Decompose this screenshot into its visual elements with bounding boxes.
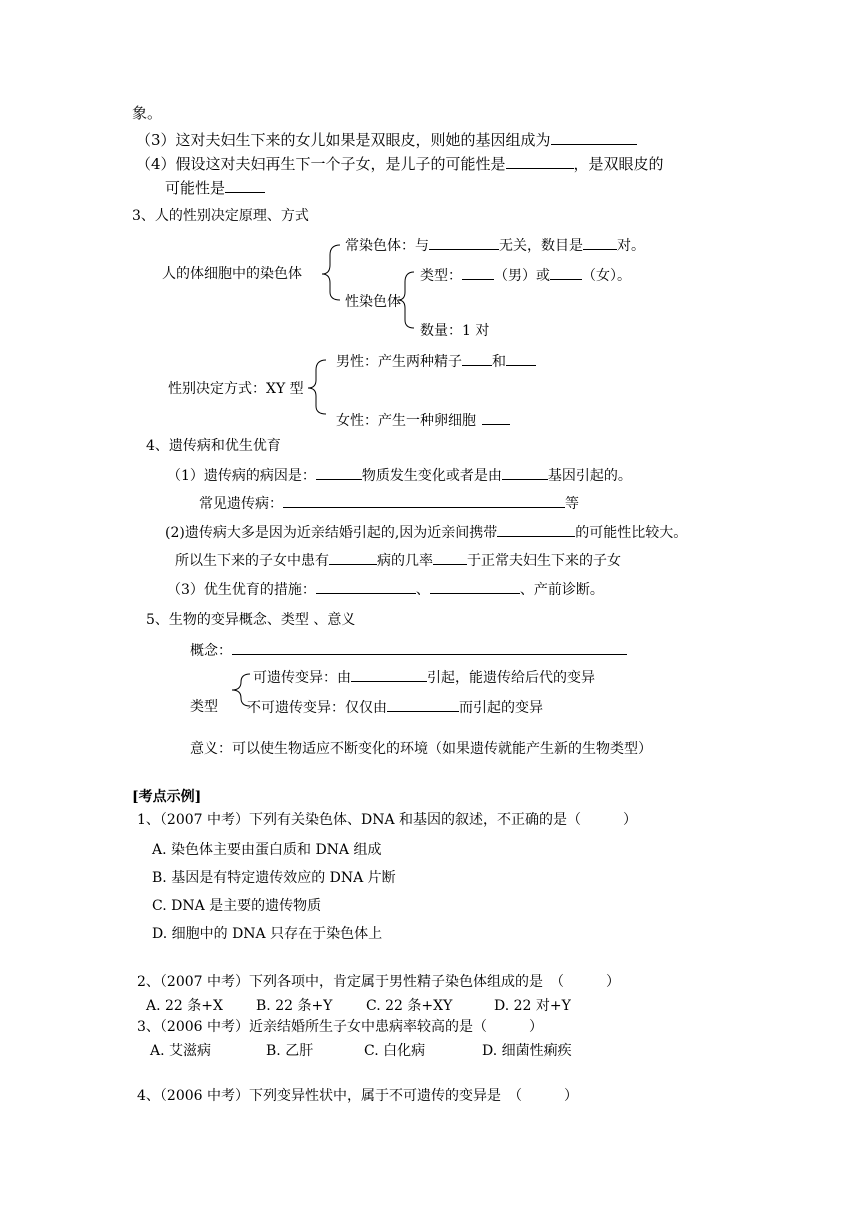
example-2-option-c[interactable]: C. 22 条+XY (366, 998, 453, 1014)
blank[interactable] (433, 551, 467, 565)
blank[interactable] (482, 411, 510, 425)
section-4-heading: 4、遗传病和优生优育 (146, 438, 281, 454)
examples-heading: [考点示例] (132, 789, 202, 805)
brace-chromosome (322, 245, 340, 300)
blank[interactable] (502, 466, 548, 480)
sex-chrom-type-line (420, 266, 631, 285)
cause-text-c: 基因引起的。 (547, 468, 632, 484)
blank[interactable] (232, 641, 627, 655)
example-3-option-a[interactable]: A. 艾滋病 (150, 1043, 212, 1059)
blank[interactable] (550, 266, 582, 280)
question-4-text-line2: 可能性是 (165, 179, 226, 197)
example-4-question: 4、（2006 中考）下列变异性状中，属于不可遗传的变异是 （ ） (137, 1088, 578, 1104)
common-disease-text-b: 等 (565, 496, 579, 512)
cause-text-b: 物质发生变化或者是由 (361, 468, 502, 484)
example-3-option-b[interactable]: B. 乙肝 (266, 1043, 314, 1059)
example-1-option-d[interactable]: D. 细胞中的 DNA 只存在于染色体上 (152, 926, 383, 942)
consanguinity-text-d: 病的几率 (377, 553, 433, 569)
cause-line (167, 466, 632, 485)
example-1-option-a[interactable]: A. 染色体主要由蛋白质和 DNA 组成 (152, 842, 382, 858)
example-1-question: 1、（2007 中考）下列有关染色体、DNA 和基因的叙述，不正确的是（ ） (137, 812, 638, 828)
eugenics-text-c: 、产前诊断。 (519, 582, 604, 598)
female-line (336, 411, 510, 430)
blank[interactable] (316, 580, 416, 594)
consanguinity-text: (2)遗传病大多是因为近亲结婚引起的,因为近亲间携带 (165, 525, 498, 541)
question-4-text: （4）假设这对夫妇再生下一个子女，是儿子的可能性是 (136, 155, 506, 173)
section-5-heading: 5、生物的变异概念、类型 、意义 (146, 612, 356, 628)
blank[interactable] (506, 352, 536, 366)
common-disease-text: 常见遗传病： (199, 496, 283, 512)
variation-type-label: 类型 (190, 699, 218, 715)
blank[interactable] (497, 523, 575, 537)
concept-line (190, 641, 627, 660)
blank[interactable] (462, 266, 494, 280)
blank[interactable] (351, 668, 427, 682)
blank[interactable] (329, 551, 377, 565)
type-text-b: （男）或 (494, 268, 550, 284)
blank[interactable] (283, 494, 565, 508)
concept-label: 概念： (190, 643, 232, 659)
blank[interactable] (462, 352, 492, 366)
sex-chromosome-label: 性染色体 (345, 294, 401, 310)
consanguinity-text-b: 的可能性比较大。 (575, 525, 688, 541)
eugenics-line (167, 580, 604, 599)
question-4-text-cont: ，是双眼皮的 (573, 155, 664, 173)
nonheritable-line (247, 698, 543, 717)
consanguinity-line (165, 523, 687, 542)
female-text: 女性：产生一种卵细胞 (336, 413, 476, 429)
type-text: 类型： (420, 268, 462, 284)
variation-meaning: 意义：可以使生物适应不断变化的环境（如果遗传就能产生新的生物类型） (190, 741, 652, 757)
common-disease-line (199, 494, 579, 513)
heritable-text: 可遗传变异：由 (253, 670, 351, 686)
example-1-option-b[interactable]: B. 基因是有特定遗传效应的 DNA 片断 (152, 870, 396, 886)
heritable-text-b: 引起，能遗传给后代的变异 (427, 670, 595, 686)
example-3-option-d[interactable]: D. 细菌性痢疾 (482, 1043, 572, 1059)
male-text-b: 和 (492, 354, 506, 370)
male-line (336, 352, 536, 371)
example-3-option-c[interactable]: C. 白化病 (364, 1043, 426, 1059)
example-2-option-a[interactable]: A. 22 条+X (146, 998, 223, 1014)
question-3-text: （3）这对夫妇生下来的女儿如果是双眼皮，则她的基因组成为 (136, 131, 551, 149)
autosome-text: 常染色体：与 (345, 238, 429, 254)
nonheritable-text: 不可遗传变异：仅仅由 (247, 700, 387, 716)
chromosome-root-label: 人的体细胞中的染色体 (162, 266, 302, 282)
consanguinity-text-c: 所以生下来的子女中患有 (175, 553, 329, 569)
blank[interactable] (316, 466, 362, 480)
cause-text: （1）遗传病的病因是： (167, 468, 316, 484)
autosome-text-b: 无关，数目是 (499, 238, 583, 254)
section-3-heading: 3、人的性别决定原理、方式 (132, 208, 309, 224)
example-3-question: 3、（2006 中考）近亲结婚所生子女中患病率较高的是（ ） (137, 1019, 543, 1035)
eugenics-text: （3）优生优育的措施： (167, 582, 316, 598)
consanguinity-text-e: 于正常夫妇生下来的子女 (467, 553, 621, 569)
blank[interactable] (387, 698, 459, 712)
text-fragment: 象。 (132, 104, 163, 122)
male-text: 男性：产生两种精子 (336, 354, 462, 370)
consanguinity-line2 (175, 551, 621, 570)
example-2-question: 2、（2007 中考）下列各项中，肯定属于男性精子染色体组成的是 （ ） (137, 974, 620, 990)
example-1-option-c[interactable]: C. DNA 是主要的遗传物质 (152, 898, 322, 914)
blank[interactable] (429, 236, 499, 250)
example-2-option-d[interactable]: D. 22 对+Y (494, 998, 571, 1014)
heritable-line (253, 668, 595, 687)
nonheritable-text-b: 而引起的变异 (459, 700, 543, 716)
blank[interactable] (430, 580, 520, 594)
sex-determination-label: 性别决定方式：XY 型 (168, 381, 304, 397)
autosome-text-c: 对。 (617, 238, 645, 254)
brace-sex-determination (308, 360, 326, 414)
sex-chrom-count: 数量：1 对 (420, 323, 490, 339)
blank[interactable] (583, 236, 617, 250)
type-text-c: （女）。 (582, 268, 631, 284)
eugenics-text-b: 、 (415, 582, 430, 598)
example-2-option-b[interactable]: B. 22 条+Y (256, 998, 333, 1014)
autosome-line (345, 236, 645, 255)
